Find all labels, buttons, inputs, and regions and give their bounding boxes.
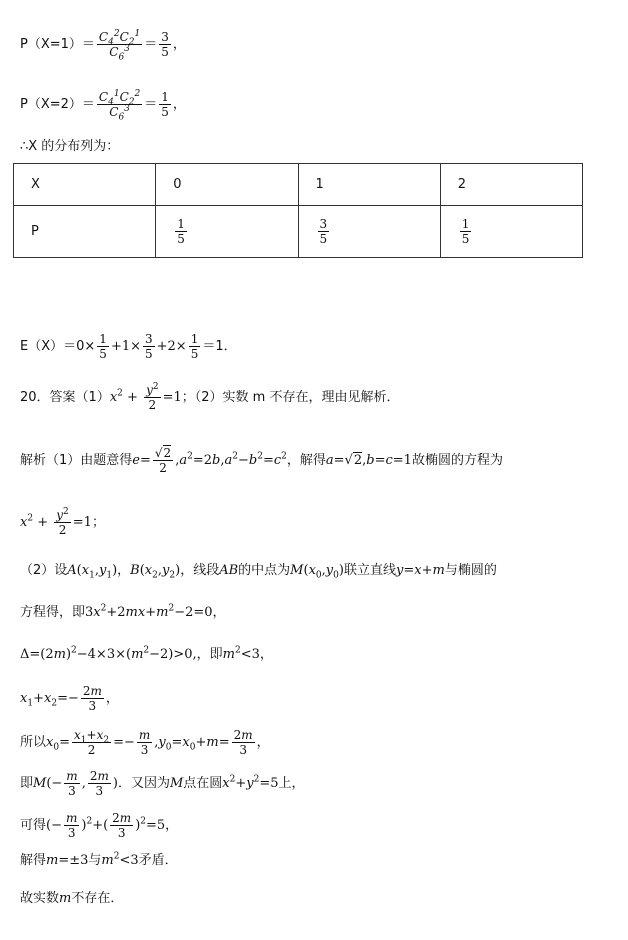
- ellipse-equation-line: $x^2$ + $\frac{y^2}{2}$ =1；: [20, 507, 105, 537]
- prob-x2-line: P（X=2）＝ $\frac{C_4^1C_2^2}{C_6^3}$ ＝ $\frac{1}{5}$ ，: [20, 89, 186, 123]
- prob-x1-value: $\frac{3}{5}$: [161, 30, 169, 59]
- prob-x1-label: P（X=1）＝: [20, 37, 95, 52]
- solution-part2-line6: 即M(− $\frac{m}{3}$ , $\frac{2m}{3}$ )．又因为M点在圆$x^2+y^2=5$上，: [20, 769, 305, 798]
- table-row: [14, 206, 583, 258]
- table-header-p: P: [14, 206, 156, 258]
- expectation-line: E（X）＝0× $\frac{1}{5}$ +1× $\frac{3}{5}$ +2× $\frac{1}{5}$ ＝1．: [20, 332, 237, 361]
- prob-x2-eq: ＝: [144, 97, 158, 112]
- solution-part2-line5: 所以$x_0=$ $\frac{x_1+x_2}{2}$ =− $\frac{m}{3}$ $,y_0=x_0+m=$ $\frac{2m}{3}$ ，: [20, 728, 270, 757]
- solution-part2-line3: $\Delta=(2m)^2-4\times 3\times(m^2-2)>0$,，即$m^2<3$，: [20, 645, 273, 662]
- distribution-table: [13, 163, 583, 258]
- prob-x2-label: P（X=2）＝: [20, 97, 95, 112]
- table-cell: $\frac{1}{5}$: [156, 206, 298, 258]
- table-header-x: X: [14, 164, 156, 206]
- prob-x1-line: P（X=1）＝ $\frac{C_4^2C_2^1}{C_6^3}$ ＝ $\frac{3}{5}$ ，: [20, 29, 186, 63]
- distribution-intro: ∴X 的分布列为：: [20, 139, 120, 154]
- table-cell: 2: [440, 164, 582, 206]
- solution-part2-line9: 故实数m不存在．: [20, 891, 124, 906]
- prob-x1-combination-fraction: $\frac{C_4^2C_2^1}{C_6^3}$: [98, 29, 141, 63]
- solution-part2-line4: $x_1+x_2=-$ $\frac{2m}{3}$ ，: [20, 684, 119, 713]
- table-cell: $\frac{1}{5}$: [440, 206, 582, 258]
- solution-part1-line: 解析（1）由题意得e= $\frac{√2}{2}$ $,a^2=2b,a^2-b^2=c^2$，解得a=√2,b=c=1故椭圆的方程为: [20, 446, 503, 475]
- solution-part2-line1: （2）设$A(x_1,y_1)$，$B(x_2,y_2)$，线段AB的中点为$M(x_0,y_0)$联立直线y=x+m与椭圆的: [20, 563, 497, 581]
- table-cell: 0: [156, 164, 298, 206]
- prob-x2-value: $\frac{1}{5}$: [161, 90, 169, 119]
- solution-part2-line7: 可得(− $\frac{m}{3}$ )$^2$+( $\frac{2m}{3}$ )$^2$=5，: [20, 811, 179, 840]
- table-cell: $\frac{3}{5}$: [298, 206, 440, 258]
- solution-part2-line2: 方程得，即$3x^2+2mx+m^2-2=0$，: [20, 603, 226, 620]
- prob-x1-eq: ＝: [144, 37, 158, 52]
- answer-20-line: 20．答案$(1)x^2$ + $\frac{y^2}{2}$ =1；（2）实数 m 不存在，理由见解析．: [20, 382, 400, 412]
- solution-part2-line8: 解得m=±3与$m^2<3$矛盾．: [20, 851, 178, 868]
- table-cell: 1: [298, 164, 440, 206]
- prob-x2-combination-fraction: $\frac{C_4^1C_2^2}{C_6^3}$: [98, 89, 141, 123]
- table-row: [14, 164, 583, 206]
